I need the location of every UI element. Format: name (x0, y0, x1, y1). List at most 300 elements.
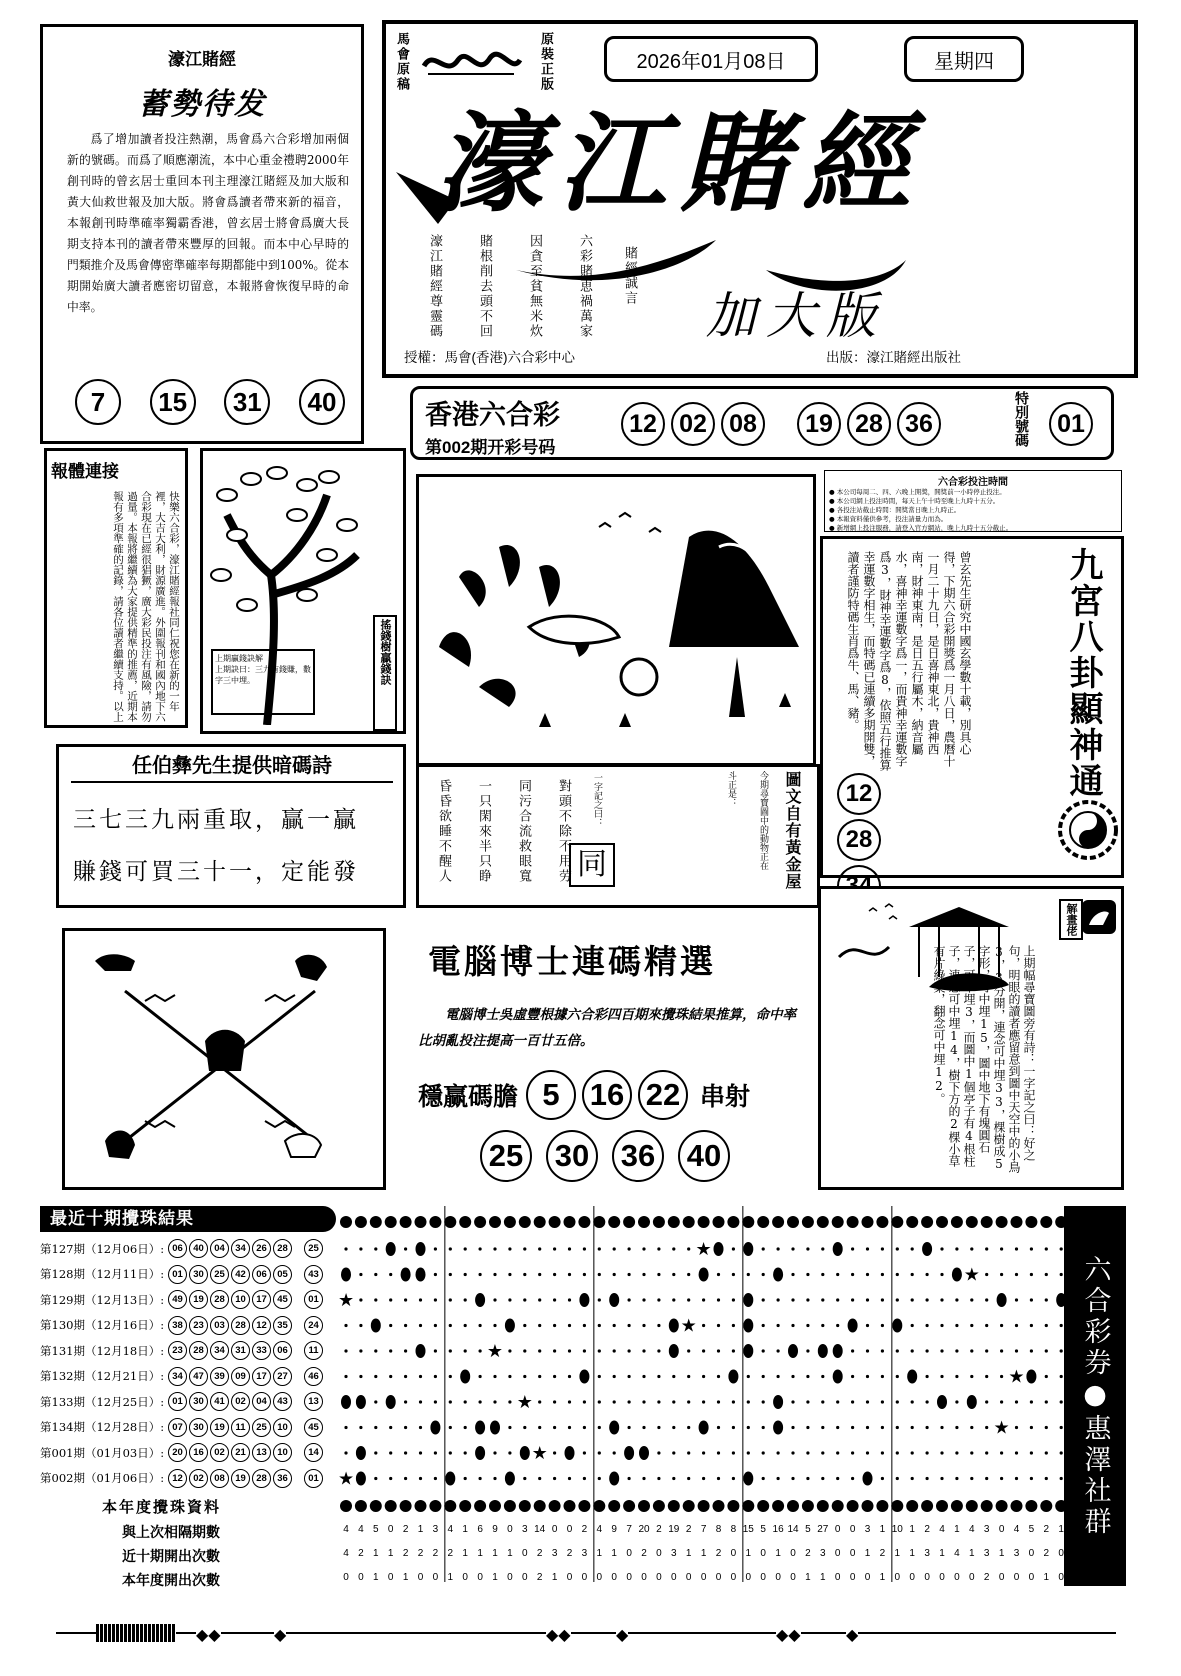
draw-ball: 17 (252, 1290, 271, 1309)
hit-dot (669, 1344, 679, 1358)
miss-dot (985, 1247, 988, 1250)
masthead-left-vertical: 馬會原稿 (394, 32, 409, 92)
draw-row (40, 1287, 338, 1313)
hit-dot (356, 1446, 366, 1460)
miss-dot (464, 1349, 467, 1352)
stat-value: 3 (924, 1548, 930, 1559)
miss-dot (1000, 1324, 1003, 1327)
miss-dot (777, 1375, 780, 1378)
bagua-box (820, 536, 1124, 878)
miss-dot (732, 1400, 735, 1403)
news-link-title: 報體連接 (51, 462, 119, 482)
miss-dot (553, 1375, 556, 1378)
miss-dot (702, 1400, 705, 1403)
header-dot (1025, 1216, 1037, 1228)
miss-dot (777, 1451, 780, 1454)
hit-dot (356, 1395, 366, 1409)
stats-header-dot (355, 1500, 367, 1512)
draw-ball: 33 (252, 1341, 271, 1360)
miss-dot (538, 1477, 541, 1480)
miss-dot (598, 1324, 601, 1327)
miss-dot (866, 1247, 869, 1250)
miss-dot (866, 1349, 869, 1352)
stat-value: 0 (730, 1548, 737, 1559)
intro-number-ball: 15 (150, 379, 196, 425)
stat-value: 2 (417, 1548, 424, 1559)
miss-dot (821, 1477, 824, 1480)
miss-dot (970, 1451, 973, 1454)
stat-value: 0 (1013, 1572, 1020, 1583)
miss-dot (791, 1298, 794, 1301)
miss-dot (911, 1247, 914, 1250)
hit-dot (728, 1370, 738, 1384)
draw-rows (40, 1236, 338, 1491)
draw-ball: 34 (168, 1367, 187, 1386)
draw-row-label: 第001期（01月03日）: (40, 1445, 165, 1460)
stat-value: 1 (1058, 1524, 1064, 1535)
header-dot (862, 1216, 874, 1228)
miss-dot (598, 1426, 601, 1429)
miss-dot (672, 1298, 675, 1301)
stat-value: 2 (641, 1548, 647, 1559)
miss-dot (508, 1349, 511, 1352)
miss-dot (717, 1375, 720, 1378)
draw-row-label: 第134期（12月28日）: (40, 1420, 165, 1435)
computer-chain-row (480, 1130, 730, 1182)
miss-dot (732, 1451, 735, 1454)
miss-dot (642, 1375, 645, 1378)
miss-dot (762, 1375, 765, 1378)
miss-dot (479, 1477, 482, 1480)
miss-dot (1045, 1273, 1048, 1276)
miss-dot (493, 1400, 496, 1403)
hit-dot (609, 1293, 619, 1307)
footer-diamond-icon: ◆ (846, 1625, 859, 1644)
stats-header-dot (981, 1500, 993, 1512)
footer-barcode (96, 1624, 176, 1642)
stat-value: 2 (656, 1524, 662, 1535)
stat-value: 0 (954, 1572, 960, 1583)
miss-dot (568, 1324, 571, 1327)
miss-dot (702, 1324, 705, 1327)
miss-dot (911, 1273, 914, 1276)
hit-dot (565, 1446, 575, 1460)
draw-row-nums (168, 1367, 292, 1386)
header-dot (757, 1216, 769, 1228)
poem-title: 任伯彝先生提供暗碼詩 (71, 747, 393, 783)
stat-value: 1 (909, 1524, 915, 1535)
miss-dot (806, 1375, 809, 1378)
draw-special-ball: 01 (304, 1290, 323, 1309)
miss-dot (642, 1477, 645, 1480)
stat-value: 1 (462, 1524, 468, 1535)
miss-dot (1030, 1349, 1033, 1352)
draw-row (40, 1236, 338, 1262)
miss-dot (583, 1451, 586, 1454)
draw-ball: 25 (210, 1265, 229, 1284)
stat-value: 0 (939, 1572, 945, 1583)
miss-dot (598, 1349, 601, 1352)
miss-dot (791, 1426, 794, 1429)
stats-header-dot (906, 1500, 918, 1512)
tree-box (200, 448, 406, 734)
miss-dot (1000, 1477, 1003, 1480)
miss-dot (836, 1298, 839, 1301)
footer-diamond-icon: ◆ (616, 1625, 629, 1644)
miss-dot (955, 1451, 958, 1454)
intro-body: 爲了增加讀者投注熱潮，馬會爲六合彩增加兩個新的號碼。而爲了順應潮流，本中心重金禮聘2000年創刊時的曾玄居士重回本刊主理濠江賭經及加大版和黃大仙救世報及加大版。將會爲讀者帶來新的福音，本報創刊時準確率獨霸香港，曾玄居士將會爲廣大長期支持本刊的讀者帶來豐厚的回報。而本中心早時的門類推介及馬會傳密準確率每期都能中到100%。從本期開始廣大讀者應密切留意，本報將會恢復早時的命中率。 (67, 132, 349, 314)
stats-label-gap: 與上次相隔期數 (122, 1525, 220, 1541)
miss-dot (1015, 1451, 1018, 1454)
riddle-side-note: 今期尋寶圖中的動物正在 (758, 771, 768, 870)
issue-date: 2026年01月08日 (604, 36, 818, 82)
miss-dot (538, 1324, 541, 1327)
hit-dot (669, 1319, 679, 1333)
stats-title: 本年度攪珠資料 (102, 1498, 222, 1516)
stat-value: 2 (536, 1572, 543, 1583)
stat-value: 1 (775, 1548, 781, 1559)
stat-value: 0 (581, 1572, 588, 1583)
stat-value: 2 (715, 1548, 722, 1559)
miss-dot (747, 1273, 750, 1276)
draw-row-nums (168, 1265, 292, 1284)
miss-dot (1015, 1349, 1018, 1352)
stat-value: 4 (447, 1524, 454, 1535)
riddle-answer: 同 (569, 843, 615, 887)
header-dot (474, 1216, 486, 1228)
miss-dot (598, 1273, 601, 1276)
miss-dot (628, 1247, 631, 1250)
special-star: ★ (963, 1264, 980, 1286)
stats-header-dot (847, 1500, 859, 1512)
stat-value: 0 (387, 1524, 394, 1535)
miss-dot (1045, 1375, 1048, 1378)
stat-value: 5 (760, 1524, 766, 1535)
stat-value: 2 (432, 1548, 439, 1559)
miss-dot (449, 1349, 452, 1352)
miss-dot (657, 1298, 660, 1301)
miss-dot (970, 1477, 973, 1480)
miss-dot (821, 1273, 824, 1276)
intro-number-ball: 7 (75, 379, 121, 425)
special-star: ★ (993, 1417, 1010, 1439)
special-star: ★ (486, 1341, 504, 1362)
miss-dot (598, 1298, 601, 1301)
stats-header-dot (564, 1500, 576, 1512)
miss-dot (851, 1273, 854, 1276)
hit-dot (475, 1293, 485, 1307)
treasure-picture-box (416, 474, 816, 766)
miss-dot (344, 1324, 347, 1327)
stat-value: 4 (343, 1548, 349, 1559)
intro-box (40, 24, 364, 444)
hit-dot (505, 1319, 515, 1333)
miss-dot (970, 1426, 973, 1429)
miss-dot (970, 1324, 973, 1327)
stat-value: 0 (1028, 1572, 1035, 1583)
hit-dot (609, 1421, 619, 1435)
miss-dot (642, 1349, 645, 1352)
miss-dot (493, 1324, 496, 1327)
hit-dot (699, 1421, 709, 1435)
issue-weekday: 星期四 (904, 36, 1024, 82)
miss-dot (464, 1400, 467, 1403)
stat-value: 1 (805, 1572, 811, 1583)
stat-value: 0 (849, 1524, 856, 1535)
miss-dot (657, 1349, 660, 1352)
explain-label: 解畫佬 (1059, 899, 1083, 940)
schedule-line: ● 各投注站截止時間：開獎當日晚上九時正。 (829, 506, 961, 514)
miss-dot (955, 1324, 958, 1327)
stat-value: 0 (343, 1572, 349, 1583)
draw-row-nums (168, 1392, 292, 1411)
miss-dot (1030, 1451, 1033, 1454)
treasure-hunt-picture (419, 477, 813, 763)
news-link-box (44, 448, 188, 728)
draw-ball: 38 (168, 1316, 187, 1335)
miss-dot (493, 1298, 496, 1301)
stat-value: 1 (373, 1572, 379, 1583)
miss-dot (791, 1477, 794, 1480)
stat-value: 2 (447, 1548, 454, 1559)
miss-dot (449, 1298, 452, 1301)
draw-row-nums (168, 1341, 292, 1360)
stats-header-dot (519, 1500, 531, 1512)
miss-dot (717, 1273, 720, 1276)
header-dot (385, 1216, 397, 1228)
miss-dot (940, 1298, 943, 1301)
hit-dot (863, 1472, 873, 1486)
miss-dot (568, 1349, 571, 1352)
draw-ball: 28 (231, 1316, 250, 1335)
miss-dot (881, 1273, 884, 1276)
hit-dot (460, 1370, 470, 1384)
miss-dot (702, 1451, 705, 1454)
result-numbers (621, 402, 941, 446)
stat-value: 1 (864, 1548, 871, 1559)
miss-dot (806, 1400, 809, 1403)
stats-header-dot (787, 1500, 799, 1512)
miss-dot (762, 1426, 765, 1429)
miss-dot (672, 1477, 675, 1480)
stats-header-dot (415, 1500, 427, 1512)
miss-dot (657, 1375, 660, 1378)
miss-dot (404, 1426, 407, 1429)
miss-dot (851, 1375, 854, 1378)
hit-dot (743, 1242, 753, 1256)
computer-sure-label: 穩赢碼膽 (418, 1083, 519, 1111)
miss-dot (598, 1247, 601, 1250)
miss-dot (777, 1477, 780, 1480)
draw-ball: 25 (252, 1418, 271, 1437)
hit-dot (520, 1446, 530, 1460)
draw-ball: 01 (168, 1265, 187, 1284)
hit-dot (699, 1268, 709, 1282)
miss-dot (389, 1298, 392, 1301)
stats-header-dot (966, 1500, 978, 1512)
miss-dot (538, 1298, 541, 1301)
header-dot (534, 1216, 546, 1228)
miss-dot (642, 1426, 645, 1429)
miss-dot (687, 1375, 690, 1378)
miss-dot (404, 1324, 407, 1327)
bagua-title: 九宮八卦顯神通 (1063, 547, 1103, 799)
hit-dot (743, 1293, 753, 1307)
miss-dot (970, 1349, 973, 1352)
miss-dot (344, 1426, 347, 1429)
miss-dot (911, 1324, 914, 1327)
miss-dot (523, 1426, 526, 1429)
stat-value: 1 (417, 1524, 424, 1535)
miss-dot (687, 1451, 690, 1454)
miss-dot (940, 1349, 943, 1352)
miss-dot (1015, 1247, 1018, 1250)
miss-dot (985, 1375, 988, 1378)
hit-dot (743, 1344, 753, 1358)
miss-dot (985, 1477, 988, 1480)
intro-number-ball: 31 (224, 379, 270, 425)
masthead-right-vertical: 原裝正版 (538, 32, 553, 92)
header-dot (504, 1216, 516, 1228)
miss-dot (940, 1426, 943, 1429)
stats-header-dot (832, 1500, 844, 1512)
stat-value: 20 (638, 1524, 650, 1535)
miss-dot (1015, 1426, 1018, 1429)
draw-ball: 35 (273, 1316, 292, 1335)
miss-dot (702, 1298, 705, 1301)
special-star: ★ (1008, 1366, 1025, 1388)
stat-value: 1 (820, 1572, 826, 1583)
miss-dot (434, 1451, 437, 1454)
schedule-line: ● 新增網上投注服務，請登入官方網站，晚上九時十五分截止。 (829, 524, 1013, 532)
header-dot (727, 1216, 739, 1228)
stat-value: 0 (432, 1572, 439, 1583)
miss-dot (762, 1324, 765, 1327)
draw-ball: 34 (231, 1239, 250, 1258)
miss-dot (762, 1349, 765, 1352)
computer-sure-ball: 5 (526, 1070, 576, 1120)
draw-ball: 34 (210, 1341, 229, 1360)
stats-header-dot (340, 1500, 352, 1512)
footer-diamond-icon: ◆◆ (776, 1625, 801, 1644)
miss-dot (777, 1349, 780, 1352)
stat-value: 0 (656, 1572, 662, 1583)
draw-row (40, 1415, 338, 1441)
miss-dot (955, 1298, 958, 1301)
miss-dot (955, 1375, 958, 1378)
miss-dot (508, 1426, 511, 1429)
miss-dot (344, 1375, 347, 1378)
miss-dot (389, 1273, 392, 1276)
miss-dot (940, 1247, 943, 1250)
miss-dot (1015, 1324, 1018, 1327)
header-dot (593, 1216, 605, 1228)
miss-dot (523, 1247, 526, 1250)
horses-box (62, 928, 386, 1190)
stats-header-dot (727, 1500, 739, 1512)
special-star: ★ (338, 1468, 355, 1490)
stats-header-dot (653, 1500, 665, 1512)
header-dot (802, 1216, 814, 1228)
hit-dot (937, 1395, 947, 1409)
miss-dot (806, 1426, 809, 1429)
stat-value: 0 (998, 1524, 1005, 1535)
miss-dot (911, 1477, 914, 1480)
stat-value: 4 (1013, 1524, 1020, 1535)
miss-dot (568, 1247, 571, 1250)
stat-value: 1 (477, 1548, 483, 1559)
riddle-column: 一只閑來半只睁 (476, 779, 491, 884)
masthead-authorized: 授權：馬會(香港)六合彩中心 (404, 350, 575, 365)
miss-dot (389, 1451, 392, 1454)
draw-ball: 02 (189, 1469, 208, 1488)
hit-dot (773, 1268, 783, 1282)
miss-dot (1015, 1400, 1018, 1403)
miss-dot (568, 1426, 571, 1429)
dot-grid (338, 1206, 1078, 1586)
miss-dot (553, 1400, 556, 1403)
miss-dot (359, 1349, 362, 1352)
hit-dot (997, 1293, 1007, 1307)
draw-ball: 23 (168, 1341, 187, 1360)
miss-dot (493, 1477, 496, 1480)
stat-value: 0 (611, 1572, 617, 1583)
header-dot (519, 1216, 531, 1228)
miss-dot (1030, 1324, 1033, 1327)
header-dot (638, 1216, 650, 1228)
stat-value: 1 (909, 1548, 915, 1559)
miss-dot (881, 1298, 884, 1301)
result-number-ball: 19 (797, 402, 841, 446)
miss-dot (836, 1324, 839, 1327)
header-dot (921, 1216, 933, 1228)
stats-header-dot (1025, 1500, 1037, 1512)
hit-dot (833, 1344, 843, 1358)
miss-dot (419, 1451, 422, 1454)
masthead (382, 20, 1138, 378)
stat-value: 0 (849, 1572, 856, 1583)
result-number-ball: 12 (621, 402, 665, 446)
draw-row (40, 1262, 338, 1288)
miss-dot (434, 1273, 437, 1276)
stat-value: 4 (358, 1524, 364, 1535)
miss-dot (1045, 1400, 1048, 1403)
stat-value: 0 (566, 1524, 573, 1535)
schedule-line: ● 本報資料僅供參考，投注請量力而為。 (829, 515, 948, 523)
miss-dot (1030, 1400, 1033, 1403)
miss-dot (1000, 1273, 1003, 1276)
miss-dot (538, 1426, 541, 1429)
computer-chain-ball: 40 (678, 1130, 730, 1182)
draw-ball: 11 (231, 1418, 250, 1437)
stat-value: 3 (1013, 1548, 1020, 1559)
footer-diamond-icon: ◆ (274, 1625, 287, 1644)
header-dot (832, 1216, 844, 1228)
draw-row-label: 第128期（12月11日）: (40, 1267, 165, 1282)
hit-dot (505, 1472, 515, 1486)
miss-dot (896, 1349, 899, 1352)
miss-dot (657, 1400, 660, 1403)
draw-row-label: 第132期（12月21日）: (40, 1369, 165, 1384)
header-dot (340, 1216, 352, 1228)
miss-dot (836, 1426, 839, 1429)
stat-value: 0 (834, 1572, 841, 1583)
hit-dot (773, 1395, 783, 1409)
stat-value: 1 (492, 1572, 498, 1583)
draw-ball: 02 (210, 1443, 229, 1462)
stat-value: 6 (477, 1524, 483, 1535)
bagua-body: 曾玄先生研究中國玄學數十載，別具心得，下期六合彩開獎爲一月八日，農曆十一月二十九日，是日喜神東北，貴神西南，財神東南，是日五行屬木，納音屬水，喜神幸運數字爲一，而貴神幸運數字爲3，財神幸運數字爲8，依照五行推算幸運數字相生，而特碼已連續多期開雙，讀者謹防特碼生肖爲牛、馬、豬。 (846, 551, 972, 771)
